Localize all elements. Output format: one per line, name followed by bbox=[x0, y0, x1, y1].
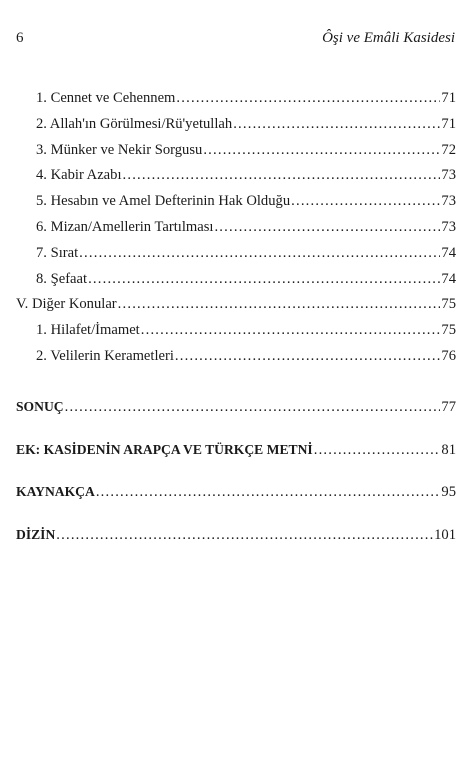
toc-entry-page: 75 bbox=[441, 322, 456, 339]
toc-entry-title: 6. Mizan/Amellerin Tartılması bbox=[36, 218, 214, 235]
toc-entry-title: 8. Şefaat bbox=[36, 270, 88, 287]
toc-entry-page: 77 bbox=[441, 398, 456, 415]
dot-leader bbox=[56, 523, 433, 548]
spacer bbox=[16, 505, 456, 522]
toc-entry-dizin[interactable] bbox=[16, 522, 456, 548]
toc-entry-title: 4. Kabir Azabı bbox=[36, 167, 122, 184]
spacer bbox=[16, 420, 456, 437]
dot-leader bbox=[314, 438, 441, 463]
toc-entry-page: 74 bbox=[441, 244, 456, 261]
toc-entry-title: 3. Münker ve Nekir Sorgusu bbox=[36, 141, 203, 158]
dot-leader bbox=[176, 86, 440, 112]
dot-leader bbox=[96, 480, 441, 505]
toc-entry-title: 1. Cennet ve Cehennem bbox=[36, 90, 176, 106]
toc-entry-title: 5. Hesabın ve Amel Defterinin Hak Olduğu bbox=[36, 193, 291, 210]
toc-entry-title: 2. Allah'ın Görülmesi/Rü'yetullah bbox=[36, 115, 233, 132]
toc-entry-title: DİZİN bbox=[16, 527, 56, 543]
toc-entry[interactable] bbox=[16, 241, 456, 267]
toc-entry-page: 73 bbox=[441, 193, 456, 210]
dot-leader bbox=[291, 189, 440, 215]
dot-leader bbox=[79, 241, 440, 267]
toc-entry-page: 75 bbox=[441, 296, 456, 313]
toc-entry-page: 76 bbox=[441, 347, 456, 364]
toc-entry[interactable] bbox=[16, 86, 456, 112]
toc-entry-sonuc[interactable] bbox=[16, 394, 456, 420]
toc-entry-page: 71 bbox=[441, 115, 456, 132]
toc-entry-page: 71 bbox=[441, 90, 456, 106]
toc-entry[interactable] bbox=[16, 215, 456, 241]
spacer bbox=[16, 370, 456, 394]
toc-entry-page: 101 bbox=[434, 527, 456, 544]
dot-leader bbox=[214, 215, 440, 241]
page-number: 6 bbox=[16, 30, 24, 46]
running-head: Ôşi ve Emâli Kasidesi bbox=[322, 30, 455, 46]
dot-leader bbox=[123, 163, 441, 189]
toc-entry-title: EK: KASİDENİN ARAPÇA VE TÜRKÇE METNİ bbox=[16, 441, 313, 457]
dot-leader bbox=[88, 267, 440, 293]
toc-entry[interactable] bbox=[16, 267, 456, 293]
toc-entry-title: 1. Hilafet/İmamet bbox=[36, 322, 140, 339]
toc-entry-other-topics[interactable] bbox=[16, 292, 456, 318]
table-of-contents bbox=[16, 86, 456, 548]
toc-entry-title: 2. Velilerin Kerametleri bbox=[36, 347, 174, 364]
toc-entry[interactable] bbox=[16, 138, 456, 164]
toc-entry-title: SONUÇ bbox=[16, 398, 64, 414]
toc-entry-page: 73 bbox=[441, 218, 456, 235]
toc-entry-title: KAYNAKÇA bbox=[16, 484, 95, 500]
toc-entry-kaynakca[interactable] bbox=[16, 479, 456, 505]
toc-entry-page: 73 bbox=[441, 167, 456, 184]
toc-entry[interactable] bbox=[16, 189, 456, 215]
toc-entry[interactable] bbox=[16, 318, 456, 344]
dot-leader bbox=[118, 292, 441, 318]
dot-leader bbox=[203, 138, 440, 164]
toc-entry-page: 95 bbox=[441, 484, 456, 501]
dot-leader bbox=[65, 395, 441, 420]
dot-leader bbox=[141, 318, 441, 344]
toc-entry[interactable] bbox=[16, 112, 456, 138]
toc-entry-ek[interactable] bbox=[16, 437, 456, 463]
toc-entry[interactable] bbox=[16, 163, 456, 189]
dot-leader bbox=[175, 344, 440, 370]
toc-entry[interactable] bbox=[16, 344, 456, 370]
toc-entry-title: V. Diğer Konular bbox=[16, 296, 117, 313]
toc-entry-title: 7. Sırat bbox=[36, 244, 79, 261]
toc-entry-page: 72 bbox=[441, 141, 456, 158]
dot-leader bbox=[233, 112, 440, 138]
toc-entry-page: 81 bbox=[441, 441, 456, 458]
toc-entry-page: 74 bbox=[441, 270, 456, 287]
spacer bbox=[16, 462, 456, 479]
